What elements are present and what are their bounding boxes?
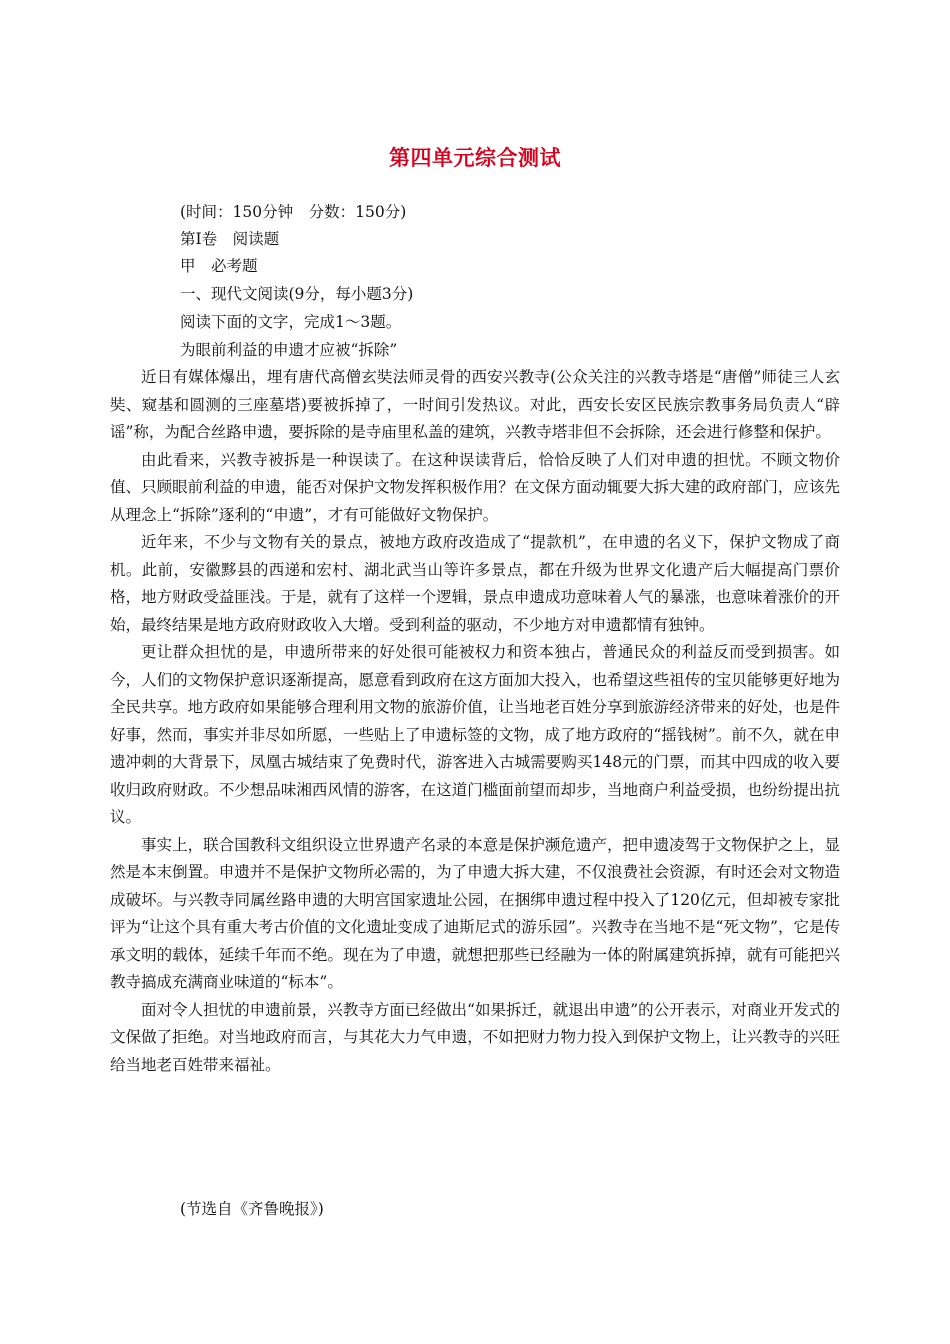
paragraph: 由此看来，兴教寺被拆是一种误读了。在这种误读背后，恰恰反映了人们对申遗的担忧。不顾文物价值、只顾眼前利益的申遗，能否对保护文物发挥积极作用？在文保方面动辄要大拆大建的政府部门，应该先从理念上“拆除”逐利的“申遗”，才有可能做好文物保护。: [110, 450, 840, 524]
time-score-line: (时间：150分钟 分数：150分): [180, 203, 407, 221]
page-title: 第四单元综合测试: [389, 146, 561, 170]
source-note: (节选自《齐鲁晚报》): [180, 1200, 324, 1218]
paragraph: 近年来，不少与文物有关的景点，被地方政府改造成了“提款机”，在申遗的名义下，保护文物成了商机。此前，安徽黟县的西递和宏村、湖北武当山等许多景点，都在升级为世界文化遗产后大幅提高门票价格，地方财政受益匪浅。于是，就有了这样一个逻辑，景点申遗成功意味着人气的暴涨，也意味着涨价的开始，最终结果是地方政府财政收入大增。受到利益的驱动，不少地方对申遗都情有独钟。: [110, 533, 840, 634]
paragraph: 近日有媒体爆出，埋有唐代高僧玄奘法师灵骨的西安兴教寺(公众关注的兴教寺塔是“唐僧”师徒三人玄奘、窥基和圆测的三座墓塔)要被拆掉了，一时间引发热议。对此，西安长安区民族宗教事务局负责人“辟谣”称，为配合丝路申遗，要拆除的是寺庙里私盖的建筑，兴教寺塔非但不会拆除，还会进行修整和保护。: [110, 368, 840, 441]
paragraph: 面对令人担忧的申遗前景，兴教寺方面已经做出“如果拆迁，就退出申遗”的公开表示，对商业开发式的文保做了拒绝。对当地政府而言，与其花大力气申遗，不如把财力物力投入到保护文物上，让兴教寺的兴旺给当地老百姓带来福祉。: [110, 1000, 840, 1074]
section-heading: 甲 必考题: [180, 257, 258, 275]
volume-heading: 第Ⅰ卷 阅读题: [180, 230, 280, 248]
paragraph: 事实上，联合国教科文组织设立世界遗产名录的本意是保护濒危遗产，把申遗凌驾于文物保护之上，显然是本末倒置。申遗并不是保护文物所必需的，为了申遗大拆大建，不仅浪费社会资源，有时还会对文物造成破坏。与兴教寺同属丝路申遗的大明宫国家遗址公园，在捆绑申遗过程中投入了120亿元，但却被专家批评为“让这个具有重大考古价值的文化遗址变成了迪斯尼式的游乐园”。兴教寺在当地不是“死文物”，它是传承文明的载体，延续千年而不绝。现在为了申遗，就想把那些已经融为一体的附属建筑拆掉，就有可能把兴教寺搞成充满商业味道的“标本”。: [110, 835, 840, 991]
paragraph: 更让群众担忧的是，申遗所带来的好处很可能被权力和资本独占，普通民众的利益反而受到损害。如今，人们的文物保护意识逐渐提高，愿意看到政府在这方面加大投入，也希望这些祖传的宝贝能够更好地为全民共享。地方政府如果能够合理利用文物的旅游价值，让当地老百姓分享到旅游经济带来的好处，也是件好事，然而，事实并非尽如所愿，一些贴上了申遗标签的文物，成了地方政府的“摇钱树”。前不久，就在申遗冲刺的大背景下，凤凰古城结束了免费时代，游客进入古城需要购买148元的门票，而其中四成的收入要收归政府财政。不少想品味湘西风情的游客，在这道门槛面前望而却步，当地商户利益受损，也纷纷提出抗议。: [110, 643, 840, 826]
article-title: 为眼前利益的申遗才应被“拆除”: [180, 341, 398, 359]
instruction-line: 阅读下面的文字，完成1～3题。: [180, 313, 402, 331]
part-heading: 一、现代文阅读(9分，每小题3分): [180, 285, 414, 303]
article-body: [110, 364, 840, 1079]
